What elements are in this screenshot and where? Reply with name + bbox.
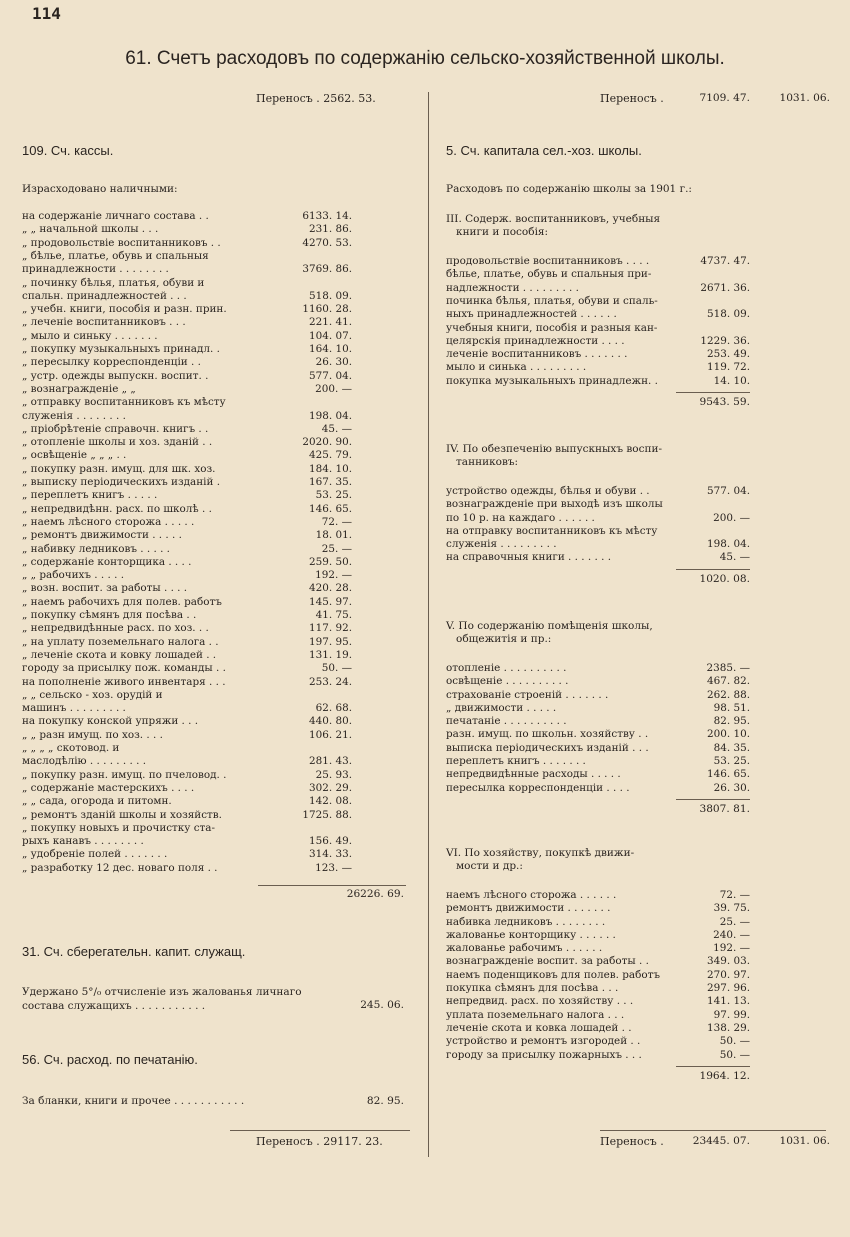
group-total: 1020. 08. [699,573,750,585]
entry-amount: 145. 97. [309,596,352,608]
expense-row [22,463,352,476]
entry-label: „ удобреніе полей . . . . . . . [22,848,168,860]
entry-label: „ покупку сѣмянъ для посѣва . . [22,609,197,621]
entry-amount: 440. 80. [309,715,352,727]
group-title: книги и пособія: [456,226,549,238]
expense-row [446,702,750,715]
section-5-intro: Расходовъ по содержанію школы за 1901 г.: [446,183,692,195]
group-total: 1964. 12. [699,1070,750,1082]
entry-amount: 84. 35. [713,742,750,754]
expense-row [446,1009,750,1022]
entry-label: „ покупку музыкальныхъ принадл. . [22,343,220,355]
expense-row [446,889,750,902]
expense-row [22,449,352,462]
entry-label: целярскія принадлежности . . . . [446,335,625,347]
expense-row [446,538,750,551]
expense-row [22,862,352,875]
expense-row [22,277,352,290]
entry-amount: 420. 28. [309,582,352,594]
carry-forward-bottom-left: Переносъ . 29117. 23. [256,1135,383,1148]
expense-row [22,702,352,715]
entry-label: „ содержаніе конторщика . . . . [22,556,192,568]
entry-amount: 200. — [713,512,750,524]
expense-row [22,210,352,223]
entry-amount: 50. — [321,662,352,674]
entry-amount: 1725. 88. [302,809,352,821]
entry-label: на пополненіе живого инвентаря . . . [22,676,226,688]
expense-row [446,485,750,498]
entry-amount: 198. 04. [707,538,750,550]
entry-amount: 141. 13. [707,995,750,1007]
expense-row [22,769,352,782]
expense-row [446,525,750,538]
expense-row [22,755,352,768]
expense-row [446,662,750,675]
entry-label: продовольствіе воспитанниковъ . . . . [446,255,650,267]
entry-label: непредвидѣнные расходы . . . . . [446,768,621,780]
expense-row [446,755,750,768]
entry-amount: 184. 10. [309,463,352,475]
entry-amount: 198. 04. [309,410,352,422]
entry-amount: 3769. 86. [302,263,352,275]
entry-amount: 131. 19. [309,649,352,661]
section-109-heading: 109. Сч. кассы. [22,143,114,158]
expense-row [22,662,352,675]
entry-amount: 349. 03. [707,955,750,967]
expense-row [446,768,750,781]
entry-label: „ мыло и синьку . . . . . . . [22,330,158,342]
carry-forward-bottom-amount2: 1031. 06. [779,1135,830,1147]
entry-amount: 192. — [315,569,352,581]
expense-row [22,676,352,689]
group-total-rule [676,799,750,800]
group-total: 3807. 81. [699,803,750,815]
page-title: 61. Счетъ расходовъ по содержанію сельско-хозяйственной школы. [125,48,725,69]
section-109-total: 26226. 69. [346,888,404,900]
entry-label: „ разработку 12 дес. новаго поля . . [22,862,218,874]
entry-amount: 577. 04. [309,370,352,382]
group-total: 9543. 59. [699,396,750,408]
expense-row [446,348,750,361]
expense-row [446,995,750,1008]
entry-label: маслодѣлію . . . . . . . . . [22,755,147,767]
entry-label: устройство одежды, бѣлья и обуви . . [446,485,650,497]
group-total-rule [676,569,750,570]
section-56-line: За бланки, книги и прочее . . . . . . . . . . . [22,1095,245,1107]
entry-label: наемъ лѣсного сторожа . . . . . . [446,889,617,901]
entry-amount: 1229. 36. [700,335,750,347]
total-rule [258,885,406,886]
expense-row [22,636,352,649]
entry-amount: 25. — [719,916,750,928]
entry-label: „ учебн. книги, пособія и разн. прин. [22,303,227,315]
entry-label: вознагражденіе при выходѣ изъ школы [446,498,663,510]
entry-label: ныхъ принадлежностей . . . . . . [446,308,617,320]
entry-amount: 104. 07. [309,330,352,342]
entry-amount: 119. 72. [707,361,750,373]
expense-row [446,982,750,995]
entry-amount: 146. 65. [707,768,750,780]
entry-label: „ переплетъ книгъ . . . . . [22,489,158,501]
entry-label: пересылка корреспонденціи . . . . [446,782,630,794]
entry-amount: 98. 51. [713,702,750,714]
carry-forward-bottom-label: Переносъ . [600,1135,664,1148]
entry-label: выписка періодическихъ изданій . . . [446,742,649,754]
entry-label: „ отопленіе школы и хоз. зданій . . [22,436,213,448]
expense-row [446,1035,750,1048]
expense-row [22,516,352,529]
entry-label: „ леченіе воспитанниковъ . . . [22,316,186,328]
entry-label: служенія . . . . . . . . . [446,538,557,550]
entry-label: „ вознагражденіе „ „ [22,383,136,395]
entry-label: принадлежности . . . . . . . . [22,263,169,275]
group-title: V. По содержанію помѣщенія школы, [446,620,653,632]
entry-amount: 270. 97. [707,969,750,981]
section-31-line1: Удержано 5°/₀ отчисленіе изъ жалованья личнаго [22,986,302,998]
entry-amount: 297. 96. [707,982,750,994]
entry-label: на отправку воспитанниковъ къ мѣсту [446,525,658,537]
entry-label: „ освѣщеніе „ „ „ . . [22,449,127,461]
entry-amount: 253. 24. [309,676,352,688]
entry-amount: 164. 10. [309,343,352,355]
section-31-amount: 245. 06. [360,999,404,1011]
expense-row [22,436,352,449]
expense-row [446,715,750,728]
entry-amount: 146. 65. [309,503,352,515]
entry-amount: 4270. 53. [302,237,352,249]
entry-amount: 518. 09. [707,308,750,320]
entry-label: „ „ начальной школы . . . [22,223,159,235]
expense-row [22,263,352,276]
entry-label: „ ремонтъ движимости . . . . . [22,529,182,541]
expense-row [22,356,352,369]
entry-label: жалованье рабочимъ . . . . . . [446,942,603,954]
entry-label: устройство и ремонтъ изгородей . . [446,1035,641,1047]
expense-row [22,237,352,250]
entry-amount: 41. 75. [315,609,352,621]
entry-label: печатаніе . . . . . . . . . . [446,715,567,727]
page-number: 114 [32,4,61,23]
expense-row [22,396,352,409]
entry-label: бѣлье, платье, обувь и спальныя при- [446,268,652,280]
expense-row [446,955,750,968]
entry-label: „ „ „ „ скотовод. и [22,742,120,754]
expense-row [22,795,352,808]
expense-row [22,582,352,595]
entry-amount: 72. — [321,516,352,528]
entry-label: на содержаніе личнаго состава . . [22,210,209,222]
carry-rule-right [600,1130,826,1131]
entry-amount: 302. 29. [309,782,352,794]
entry-amount: 26. 30. [315,356,352,368]
group-title: VI. По хозяйству, покупкѣ движи- [446,847,635,859]
section-31-heading: 31. Сч. сберегательн. капит. служащ. [22,944,246,959]
entry-label: набивка ледниковъ . . . . . . . . [446,916,606,928]
entry-label: по 10 р. на каждаго . . . . . . [446,512,595,524]
expense-row [22,476,352,489]
carry-forward-top-label: Переносъ . [600,92,664,105]
expense-row [446,335,750,348]
entry-label: „ пересылку корреспонденціи . . [22,356,201,368]
entry-amount: 53. 25. [713,755,750,767]
entry-label: на справочныя книги . . . . . . . [446,551,611,563]
entry-amount: 2671. 36. [700,282,750,294]
entry-amount: 2385. — [706,662,750,674]
entry-label: починка бѣлья, платья, обуви и спаль- [446,295,658,307]
expense-row [446,782,750,795]
entry-label: „ пріобрѣтеніе справочн. книгъ . . [22,423,209,435]
entry-label: леченіе воспитанниковъ . . . . . . . [446,348,628,360]
entry-amount: 117. 92. [309,622,352,634]
entry-amount: 50. — [719,1049,750,1061]
entry-amount: 39. 75. [713,902,750,914]
entry-label: „ продовольствіе воспитанниковъ . . [22,237,221,249]
expense-row [22,529,352,542]
entry-label: „ выписку періодическихъ изданій . [22,476,221,488]
entry-label: „ набивку ледниковъ . . . . . [22,543,170,555]
entry-amount: 142. 08. [309,795,352,807]
entry-label: „ непредвидѣнные расх. по хоз. . . [22,622,209,634]
section-31-line2: состава служащихъ . . . . . . . . . . . [22,1000,206,1012]
carry-forward-top-amount: 7109. 47. [699,92,750,104]
group-total-rule [676,1066,750,1067]
group-title: танниковъ: [456,456,519,468]
entry-label: „ покупку новыхъ и прочистку ста- [22,822,215,834]
entry-label: рыхъ канавъ . . . . . . . . [22,835,144,847]
entry-amount: 259. 50. [309,556,352,568]
expense-row [22,782,352,795]
entry-amount: 577. 04. [707,485,750,497]
section-5-heading: 5. Сч. капитала сел.-хоз. школы. [446,143,642,158]
entry-amount: 281. 43. [309,755,352,767]
entry-amount: 82. 95. [713,715,750,727]
expense-row [22,543,352,556]
expense-row [22,835,352,848]
entry-amount: 2020. 90. [302,436,352,448]
entry-label: „ на уплату поземельнаго налога . . [22,636,219,648]
entry-amount: 106. 21. [309,729,352,741]
entry-label: „ отправку воспитанниковъ къ мѣсту [22,396,226,408]
expense-row [22,316,352,329]
entry-label: „ бѣлье, платье, обувь и спальныя [22,250,209,262]
entry-amount: 197. 95. [309,636,352,648]
entry-amount: 192. — [713,942,750,954]
expense-row [22,822,352,835]
expense-row [446,498,750,511]
entry-amount: 156. 49. [309,835,352,847]
entry-label: „ ремонтъ зданій школы и хозяйств. [22,809,222,821]
expense-row [446,689,750,702]
expense-row [22,223,352,236]
entry-label: разн. имущ. по школьн. хозяйству . . [446,728,649,740]
entry-amount: 231. 86. [309,223,352,235]
entry-amount: 53. 25. [315,489,352,501]
expense-row [22,848,352,861]
expense-row [22,303,352,316]
entry-label: покупка сѣмянъ для посѣва . . . [446,982,619,994]
expense-row [446,375,750,388]
entry-amount: 123. — [315,862,352,874]
entry-label: машинъ . . . . . . . . . [22,702,126,714]
expense-row [446,512,750,525]
group-title: IV. По обезпеченію выпускныхъ воспи- [446,443,663,455]
entry-amount: 314. 33. [309,848,352,860]
entry-amount: 467. 82. [707,675,750,687]
entry-amount: 97. 99. [713,1009,750,1021]
entry-label: городу за присылку пож. команды . . [22,662,226,674]
entry-label: „ покупку разн. имущ. по пчеловод. . [22,769,227,781]
entry-amount: 50. — [719,1035,750,1047]
expense-row [22,809,352,822]
entry-label: непредвид. расх. по хозяйству . . . [446,995,634,1007]
entry-amount: 4737. 47. [700,255,750,267]
entry-label: на покупку конской упряжи . . . [22,715,199,727]
entry-amount: 26. 30. [713,782,750,794]
expense-row [446,308,750,321]
entry-amount: 200. — [315,383,352,395]
entry-label: мыло и синька . . . . . . . . . [446,361,587,373]
entry-label: учебныя книги, пособія и разныя кан- [446,322,658,334]
expense-row [446,929,750,942]
expense-row [446,942,750,955]
entry-amount: 72. — [719,889,750,901]
entry-amount: 138. 29. [707,1022,750,1034]
expense-row [22,290,352,303]
entry-amount: 240. — [713,929,750,941]
entry-label: вознагражденіе воспит. за работы . . [446,955,649,967]
entry-label: уплата поземельнаго налога . . . [446,1009,625,1021]
expense-row [22,410,352,423]
expense-row [22,330,352,343]
expense-row [22,423,352,436]
entry-amount: 200. 10. [707,728,750,740]
entry-label: „ наемъ лѣсного сторожа . . . . . [22,516,195,528]
expense-row [22,569,352,582]
entry-amount: 167. 35. [309,476,352,488]
group-title: III. Содерж. воспитанниковъ, учебныя [446,213,661,225]
entry-label: „ „ сельско - хоз. орудій и [22,689,163,701]
entry-amount: 45. — [719,551,750,563]
expense-row [22,250,352,263]
expense-row [22,742,352,755]
expense-row [22,503,352,516]
entry-label: „ починку бѣлья, платья, обуви и [22,277,205,289]
entry-amount: 221. 41. [309,316,352,328]
entry-label: покупка музыкальныхъ принадлежн. . [446,375,658,387]
section-56-amount: 82. 95. [366,1095,404,1107]
entry-label: надлежности . . . . . . . . . [446,282,579,294]
carry-forward-top-amount2: 1031. 06. [779,92,830,104]
entry-label: освѣщеніе . . . . . . . . . . [446,675,569,687]
entry-amount: 253. 49. [707,348,750,360]
expense-row [22,370,352,383]
entry-amount: 518. 09. [309,290,352,302]
entry-label: „ леченіе скота и ковку лошадей . . [22,649,217,661]
entry-amount: 45. — [321,423,352,435]
entry-label: переплетъ книгъ . . . . . . . [446,755,586,767]
entry-amount: 18. 01. [315,529,352,541]
entry-label: „ наемъ рабочихъ для полев. работъ [22,596,222,608]
carry-forward-top-left: Переносъ . 2562. 53. [256,92,376,105]
entry-label: „ „ сада, огорода и питомн. [22,795,172,807]
expense-row [446,551,750,564]
group-total-rule [676,392,750,393]
entry-label: жалованье конторщику . . . . . . [446,929,616,941]
entry-label: ремонтъ движимости . . . . . . . [446,902,611,914]
entry-amount: 25. 93. [315,769,352,781]
expense-row [446,322,750,335]
entry-label: спальн. принадлежностей . . . [22,290,187,302]
entry-label: городу за присылку пожарныхъ . . . [446,1049,642,1061]
entry-label: „ устр. одежды выпускн. воспит. . [22,370,209,382]
entry-label: служенія . . . . . . . . [22,410,126,422]
entry-label: „ непредвидѣнн. расх. по школѣ . . [22,503,212,515]
entry-amount: 425. 79. [309,449,352,461]
expense-row [22,622,352,635]
group-title: общежитія и пр.: [456,633,552,645]
expense-row [446,902,750,915]
carry-rule-left [230,1130,410,1131]
expense-row [22,715,352,728]
expense-row [446,675,750,688]
expense-row [446,282,750,295]
expense-row [22,383,352,396]
expense-row [22,649,352,662]
expense-row [446,728,750,741]
expense-row [446,268,750,281]
entry-label: отопленіе . . . . . . . . . . [446,662,567,674]
entry-label: наемъ поденщиковъ для полев. работъ [446,969,660,981]
expense-row [446,969,750,982]
entry-amount: 262. 88. [707,689,750,701]
expense-row [22,689,352,702]
expense-row [22,596,352,609]
entry-amount: 1160. 28. [302,303,352,315]
entry-label: „ движимости . . . . . [446,702,557,714]
entry-label: „ „ разн имущ. по хоз. . . . [22,729,163,741]
entry-amount: 62. 68. [315,702,352,714]
expense-row [22,489,352,502]
expense-row [446,361,750,374]
expense-row [22,729,352,742]
section-56-heading: 56. Сч. расход. по печатанію. [22,1052,198,1067]
entry-label: „ возн. воспит. за работы . . . . [22,582,188,594]
entry-label: „ „ рабочихъ . . . . . [22,569,125,581]
expense-row [446,255,750,268]
expense-row [446,1049,750,1062]
entry-amount: 6133. 14. [302,210,352,222]
expense-row [22,343,352,356]
column-divider [428,92,429,1157]
expense-row [446,1022,750,1035]
carry-forward-bottom-amount: 23445. 07. [692,1135,750,1147]
entry-amount: 14. 10. [713,375,750,387]
expense-row [446,295,750,308]
section-109-intro: Израсходовано наличными: [22,183,178,195]
entry-label: „ содержаніе мастерскихъ . . . . [22,782,195,794]
group-title: мости и др.: [456,860,523,872]
expense-row [22,609,352,622]
entry-label: леченіе скота и ковка лошадей . . [446,1022,632,1034]
expense-row [446,742,750,755]
expense-row [446,916,750,929]
entry-label: страхованіе строеній . . . . . . . [446,689,609,701]
entry-label: „ покупку разн. имущ. для шк. хоз. [22,463,216,475]
entry-amount: 25. — [321,543,352,555]
expense-row [22,556,352,569]
